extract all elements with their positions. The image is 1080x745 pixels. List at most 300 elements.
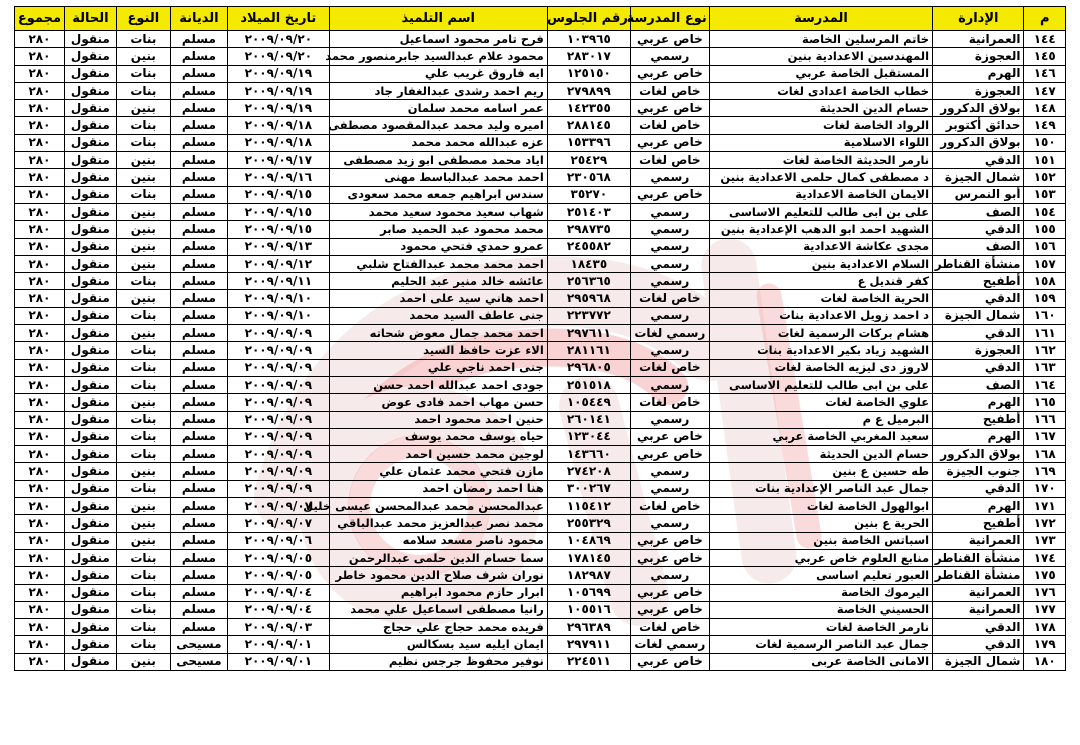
cell-row-number: ١٥٤ <box>1024 203 1066 220</box>
cell-school-type: خاص عربي <box>630 584 709 601</box>
cell-seat-number: ٢٣٠٥٦٨ <box>547 169 630 186</box>
cell-row-number: ١٦٥ <box>1024 394 1066 411</box>
cell-seat-number: ١٠٥٦٩٩ <box>547 584 630 601</box>
cell-gender: بنات <box>116 65 170 82</box>
cell-seat-number: ٢٩٦٨٠٥ <box>547 359 630 376</box>
cell-religion: مسلم <box>170 100 227 117</box>
cell-student-name: جنى احمد ناجي علي <box>329 359 547 376</box>
table-row <box>15 480 1066 497</box>
cell-school: طه حسين ع بنين <box>709 463 932 480</box>
cell-seat-number: ١٠٤٨٦٩ <box>547 532 630 549</box>
cell-religion: مسيحى <box>170 636 227 653</box>
cell-seat-number: ٢٩٧٦١١ <box>547 325 630 342</box>
cell-status: منقول <box>64 515 116 532</box>
cell-religion: مسلم <box>170 65 227 82</box>
cell-religion: مسيحى <box>170 653 227 670</box>
cell-gender: بنات <box>116 82 170 99</box>
cell-total: ٢٨٠ <box>15 100 65 117</box>
cell-school: السلام الاعدادية بنين <box>709 255 932 272</box>
table-row <box>15 134 1066 151</box>
cell-row-number: ١٧٩ <box>1024 636 1066 653</box>
cell-gender: بنات <box>116 567 170 584</box>
cell-administration: العجوزة <box>933 342 1024 359</box>
cell-administration: الهرم <box>933 428 1024 445</box>
cell-school-type: رسمي <box>630 342 709 359</box>
cell-religion: مسلم <box>170 255 227 272</box>
cell-birth-date: ٢٠٠٩/٠٩/٢٠ <box>227 31 329 48</box>
cell-student-name: ايمان ايليه سيد بسكالس <box>329 636 547 653</box>
cell-birth-date: ٢٠٠٩/٠٩/١١ <box>227 273 329 290</box>
cell-seat-number: ٣٥٢٧٠ <box>547 186 630 203</box>
cell-administration: منشأة القناطر <box>933 549 1024 566</box>
cell-school-type: رسمي <box>630 376 709 393</box>
header-school: المدرسة <box>709 7 932 31</box>
cell-school: الرواد الخاصة لغات <box>709 117 932 134</box>
cell-gender: بنات <box>116 428 170 445</box>
cell-gender: بنين <box>116 152 170 169</box>
cell-row-number: ١٥٣ <box>1024 186 1066 203</box>
cell-status: منقول <box>64 376 116 393</box>
header-status: الحالة <box>64 7 116 31</box>
table-row <box>15 394 1066 411</box>
cell-school: جمال عبد الناصر الرسمية لغات <box>709 636 932 653</box>
cell-gender: بنات <box>116 601 170 618</box>
cell-seat-number: ٢٩٦٣٨٩ <box>547 619 630 636</box>
cell-administration: الدقي <box>933 636 1024 653</box>
cell-religion: مسلم <box>170 342 227 359</box>
cell-religion: مسلم <box>170 394 227 411</box>
cell-administration: بولاق الدكرور <box>933 134 1024 151</box>
cell-total: ٢٨٠ <box>15 82 65 99</box>
cell-status: منقول <box>64 584 116 601</box>
cell-seat-number: ١١٥٤١٢ <box>547 498 630 515</box>
cell-religion: مسلم <box>170 601 227 618</box>
cell-religion: مسلم <box>170 117 227 134</box>
cell-birth-date: ٢٠٠٩/٠٩/٠٦ <box>227 532 329 549</box>
cell-seat-number: ٢٦٠١٤١ <box>547 411 630 428</box>
cell-birth-date: ٢٠٠٩/٠٩/١٥ <box>227 186 329 203</box>
cell-seat-number: ١٢٣٠٤٤ <box>547 428 630 445</box>
cell-status: منقول <box>64 428 116 445</box>
cell-birth-date: ٢٠٠٩/٠٩/٠٩ <box>227 342 329 359</box>
cell-administration: العمرانية <box>933 601 1024 618</box>
cell-administration: حدائق أكتوبر <box>933 117 1024 134</box>
table-row <box>15 238 1066 255</box>
cell-administration: منشأة القناطر <box>933 567 1024 584</box>
cell-total: ٢٨٠ <box>15 376 65 393</box>
cell-total: ٢٨٠ <box>15 619 65 636</box>
cell-gender: بنين <box>116 203 170 220</box>
cell-total: ٢٨٠ <box>15 498 65 515</box>
cell-birth-date: ٢٠٠٩/٠٩/٠٩ <box>227 463 329 480</box>
cell-student-name: عزه عبدالله محمد محمد <box>329 134 547 151</box>
cell-total: ٢٨٠ <box>15 117 65 134</box>
cell-seat-number: ٢٩٨٧٣٥ <box>547 221 630 238</box>
cell-seat-number: ٢٨٨١٤٥ <box>547 117 630 134</box>
cell-administration: الصف <box>933 238 1024 255</box>
table-header-row <box>15 7 1066 31</box>
cell-administration: الصف <box>933 203 1024 220</box>
cell-row-number: ١٦٣ <box>1024 359 1066 376</box>
cell-row-number: ١٧٨ <box>1024 619 1066 636</box>
cell-student-name: حياه يوسف محمد يوسف <box>329 428 547 445</box>
cell-birth-date: ٢٠٠٩/٠٩/٠٥ <box>227 567 329 584</box>
cell-school: هشام بركات الرسمية لغات <box>709 325 932 342</box>
cell-row-number: ١٤٩ <box>1024 117 1066 134</box>
table-row <box>15 342 1066 359</box>
cell-school-type: رسمي <box>630 411 709 428</box>
cell-status: منقول <box>64 48 116 65</box>
cell-status: منقول <box>64 255 116 272</box>
cell-school-type: خاص عربي <box>630 134 709 151</box>
cell-birth-date: ٢٠٠٩/٠٩/١٠ <box>227 307 329 324</box>
cell-religion: مسلم <box>170 619 227 636</box>
cell-row-number: ١٧١ <box>1024 498 1066 515</box>
cell-status: منقول <box>64 359 116 376</box>
cell-school: مجدى عكاشة الاعدادية <box>709 238 932 255</box>
cell-school: الايمان الخاصة الاعدادية <box>709 186 932 203</box>
cell-seat-number: ١٥٣٣٩٦ <box>547 134 630 151</box>
cell-seat-number: ١٧٨١٤٥ <box>547 549 630 566</box>
cell-seat-number: ٢٥١٤٠٣ <box>547 203 630 220</box>
table-row <box>15 290 1066 307</box>
cell-school: نارمر الحديثة الخاصة لغات <box>709 152 932 169</box>
cell-status: منقول <box>64 325 116 342</box>
cell-gender: بنات <box>116 359 170 376</box>
cell-row-number: ١٦٤ <box>1024 376 1066 393</box>
cell-gender: بنات <box>116 480 170 497</box>
cell-school: المهندسين الاعدادية بنين <box>709 48 932 65</box>
cell-row-number: ١٤٥ <box>1024 48 1066 65</box>
table-row <box>15 619 1066 636</box>
cell-row-number: ١٦٩ <box>1024 463 1066 480</box>
table-row <box>15 653 1066 670</box>
cell-total: ٢٨٠ <box>15 31 65 48</box>
cell-row-number: ١٥٦ <box>1024 238 1066 255</box>
cell-status: منقول <box>64 342 116 359</box>
cell-row-number: ١٤٧ <box>1024 82 1066 99</box>
cell-administration: شمال الجيزة <box>933 307 1024 324</box>
cell-school: نارمر الخاصة لغات <box>709 619 932 636</box>
cell-school-type: خاص لغات <box>630 619 709 636</box>
cell-student-name: ريم احمد رشدى عبدالغفار جاد <box>329 82 547 99</box>
cell-row-number: ١٨٠ <box>1024 653 1066 670</box>
header-student-name: اسم التلميذ <box>329 7 547 31</box>
cell-status: منقول <box>64 117 116 134</box>
cell-row-number: ١٥٢ <box>1024 169 1066 186</box>
cell-school: حسام الدين الحديثة <box>709 100 932 117</box>
cell-total: ٢٨٠ <box>15 636 65 653</box>
cell-school-type: خاص عربي <box>630 31 709 48</box>
cell-total: ٢٨٠ <box>15 290 65 307</box>
cell-administration: الدقي <box>933 359 1024 376</box>
cell-row-number: ١٦١ <box>1024 325 1066 342</box>
cell-birth-date: ٢٠٠٩/٠٩/٠٩ <box>227 411 329 428</box>
header-gender: النوع <box>116 7 170 31</box>
cell-status: منقول <box>64 653 116 670</box>
cell-student-name: حنين احمد محمود احمد <box>329 411 547 428</box>
cell-status: منقول <box>64 169 116 186</box>
cell-student-name: محمد محمود عبد الحميد صابر <box>329 221 547 238</box>
cell-total: ٢٨٠ <box>15 48 65 65</box>
cell-status: منقول <box>64 273 116 290</box>
cell-total: ٢٨٠ <box>15 255 65 272</box>
cell-school-type: رسمي <box>630 307 709 324</box>
cell-row-number: ١٧٥ <box>1024 567 1066 584</box>
cell-gender: بنات <box>116 307 170 324</box>
cell-status: منقول <box>64 238 116 255</box>
table-row <box>15 411 1066 428</box>
cell-total: ٢٨٠ <box>15 653 65 670</box>
cell-total: ٢٨٠ <box>15 411 65 428</box>
cell-student-name: محمد نصر عبدالعزيز محمد عبدالباقي <box>329 515 547 532</box>
cell-school-type: خاص لغات <box>630 290 709 307</box>
cell-school-type: خاص عربي <box>630 601 709 618</box>
cell-school-type: رسمي <box>630 480 709 497</box>
cell-row-number: ١٧٣ <box>1024 532 1066 549</box>
cell-total: ٢٨٠ <box>15 394 65 411</box>
cell-religion: مسلم <box>170 359 227 376</box>
cell-birth-date: ٢٠٠٩/٠٩/١٩ <box>227 82 329 99</box>
cell-student-name: الاء عزت حافظ السيد <box>329 342 547 359</box>
cell-seat-number: ٢٥٥٣٢٩ <box>547 515 630 532</box>
cell-seat-number: ١٢٥١٥٠ <box>547 65 630 82</box>
cell-birth-date: ٢٠٠٩/٠٩/١٨ <box>227 134 329 151</box>
cell-gender: بنين <box>116 653 170 670</box>
cell-total: ٢٨٠ <box>15 273 65 290</box>
table-row <box>15 515 1066 532</box>
cell-status: منقول <box>64 65 116 82</box>
cell-birth-date: ٢٠٠٩/٠٩/٠١ <box>227 636 329 653</box>
cell-school-type: رسمي لغات <box>630 636 709 653</box>
students-table <box>14 6 1066 671</box>
cell-row-number: ١٦٢ <box>1024 342 1066 359</box>
cell-school: اللواء الاسلامية <box>709 134 932 151</box>
cell-birth-date: ٢٠٠٩/٠٩/١٧ <box>227 152 329 169</box>
table-row <box>15 186 1066 203</box>
cell-religion: مسلم <box>170 325 227 342</box>
cell-seat-number: ٢٩٥٩٦٨ <box>547 290 630 307</box>
cell-birth-date: ٢٠٠٩/٠٩/١٣ <box>227 238 329 255</box>
table-row <box>15 152 1066 169</box>
cell-administration: منشأة القناطر <box>933 255 1024 272</box>
cell-birth-date: ٢٠٠٩/٠٩/١٨ <box>227 117 329 134</box>
cell-total: ٢٨٠ <box>15 203 65 220</box>
cell-status: منقول <box>64 446 116 463</box>
cell-administration: بولاق الدكرور <box>933 100 1024 117</box>
cell-row-number: ١٧٦ <box>1024 584 1066 601</box>
cell-student-name: عمر اسامه محمد سلمان <box>329 100 547 117</box>
cell-total: ٢٨٠ <box>15 446 65 463</box>
cell-student-name: نوران شرف صلاح الدين محمود خاطر <box>329 567 547 584</box>
cell-gender: بنات <box>116 342 170 359</box>
cell-student-name: احمد محمد جمال معوض شحاته <box>329 325 547 342</box>
cell-religion: مسلم <box>170 411 227 428</box>
cell-student-name: حسن مهاب احمد فادى عوض <box>329 394 547 411</box>
cell-student-name: نوفير محفوظ جرجس نظيم <box>329 653 547 670</box>
cell-religion: مسلم <box>170 532 227 549</box>
cell-school-type: رسمي <box>630 203 709 220</box>
cell-student-name: محمود ناصر مسعد سلامه <box>329 532 547 549</box>
cell-total: ٢٨٠ <box>15 169 65 186</box>
cell-row-number: ١٧٠ <box>1024 480 1066 497</box>
cell-student-name: شهاب سعيد محمود سعيد محمد <box>329 203 547 220</box>
cell-religion: مسلم <box>170 31 227 48</box>
cell-school-type: رسمي لغات <box>630 325 709 342</box>
cell-birth-date: ٢٠٠٩/٠٩/١٥ <box>227 221 329 238</box>
cell-school-type: خاص لغات <box>630 117 709 134</box>
cell-gender: بنات <box>116 186 170 203</box>
cell-school-type: خاص عربي <box>630 446 709 463</box>
cell-administration: العمرانية <box>933 31 1024 48</box>
cell-total: ٢٨٠ <box>15 567 65 584</box>
cell-administration: الصف <box>933 376 1024 393</box>
cell-school: على بن ابى طالب للتعليم الاساسى <box>709 376 932 393</box>
cell-administration: الدقي <box>933 480 1024 497</box>
cell-row-number: ١٥٩ <box>1024 290 1066 307</box>
cell-student-name: احمد محمد عبدالباسط مهنى <box>329 169 547 186</box>
cell-student-name: سما حسام الدين حلمى عبدالرحمن <box>329 549 547 566</box>
cell-seat-number: ٢٩٧٩١١ <box>547 636 630 653</box>
cell-student-name: جنى عاطف السيد محمد <box>329 307 547 324</box>
header-seat-number: رقم الجلوس <box>547 7 630 31</box>
cell-school: على بن ابى طالب للتعليم الاساسى <box>709 203 932 220</box>
cell-status: منقول <box>64 100 116 117</box>
cell-student-name: ابرار حازم محمود ابراهيم <box>329 584 547 601</box>
cell-total: ٢٨٠ <box>15 549 65 566</box>
cell-school-type: خاص عربي <box>630 549 709 566</box>
cell-school-type: رسمي <box>630 169 709 186</box>
cell-seat-number: ٢٧٤٢٠٨ <box>547 463 630 480</box>
cell-total: ٢٨٠ <box>15 359 65 376</box>
cell-seat-number: ٢٨١١٦١ <box>547 342 630 359</box>
cell-birth-date: ٢٠٠٩/٠٩/٠٩ <box>227 376 329 393</box>
cell-religion: مسلم <box>170 134 227 151</box>
cell-gender: بنات <box>116 636 170 653</box>
cell-student-name: مازن فتحي محمد عثمان علي <box>329 463 547 480</box>
cell-birth-date: ٢٠٠٩/٠٩/٠٩ <box>227 325 329 342</box>
cell-total: ٢٨٠ <box>15 532 65 549</box>
cell-student-name: فرح تامر محمود اسماعيل <box>329 31 547 48</box>
cell-gender: بنين <box>116 238 170 255</box>
cell-school: حسام الدين الحديثة <box>709 446 932 463</box>
cell-school-type: رسمي <box>630 273 709 290</box>
table-row <box>15 463 1066 480</box>
cell-seat-number: ٢٢٣٧٧٢ <box>547 307 630 324</box>
table-row <box>15 567 1066 584</box>
cell-administration: الدقي <box>933 221 1024 238</box>
cell-total: ٢٨٠ <box>15 463 65 480</box>
cell-seat-number: ٢٨٣٠١٧ <box>547 48 630 65</box>
cell-birth-date: ٢٠٠٩/٠٩/١٢ <box>227 255 329 272</box>
cell-seat-number: ١٨٤٣٥ <box>547 255 630 272</box>
table-row <box>15 532 1066 549</box>
cell-school: الامانى الخاصة عربى <box>709 653 932 670</box>
cell-birth-date: ٢٠٠٩/٠٩/٠٧ <box>227 498 329 515</box>
cell-administration: العمرانية <box>933 532 1024 549</box>
cell-administration: الهرم <box>933 394 1024 411</box>
cell-gender: بنين <box>116 394 170 411</box>
cell-seat-number: ١٠٣٩٦٥ <box>547 31 630 48</box>
cell-student-name: عمرو حمدي فتحي محمود <box>329 238 547 255</box>
cell-total: ٢٨٠ <box>15 584 65 601</box>
cell-gender: بنات <box>116 376 170 393</box>
cell-school-type: خاص لغات <box>630 359 709 376</box>
cell-religion: مسلم <box>170 428 227 445</box>
cell-status: منقول <box>64 567 116 584</box>
cell-school: خطاب الخاصة اعدادى لغات <box>709 82 932 99</box>
cell-administration: شمال الجيزة <box>933 653 1024 670</box>
cell-seat-number: ٢٥٦٣٦٥ <box>547 273 630 290</box>
cell-seat-number: ١٨٢٩٨٧ <box>547 567 630 584</box>
cell-gender: بنين <box>116 498 170 515</box>
cell-school: اليرموك الخاصة <box>709 584 932 601</box>
cell-status: منقول <box>64 221 116 238</box>
cell-status: منقول <box>64 82 116 99</box>
cell-birth-date: ٢٠٠٩/٠٩/٠٩ <box>227 446 329 463</box>
cell-administration: أطفيح <box>933 515 1024 532</box>
cell-gender: بنات <box>116 619 170 636</box>
cell-school: د مصطفى كمال حلمى الاعدادية بنين <box>709 169 932 186</box>
table-row <box>15 273 1066 290</box>
cell-gender: بنات <box>116 446 170 463</box>
cell-religion: مسلم <box>170 480 227 497</box>
cell-birth-date: ٢٠٠٩/٠٩/٢٠ <box>227 48 329 65</box>
cell-student-name: فريده محمد حجاج علي حجاج <box>329 619 547 636</box>
table-row <box>15 636 1066 653</box>
cell-religion: مسلم <box>170 463 227 480</box>
cell-school-type: خاص عربي <box>630 653 709 670</box>
cell-student-name: احمد هاني سيد على احمد <box>329 290 547 307</box>
cell-school-type: رسمي <box>630 567 709 584</box>
cell-birth-date: ٢٠٠٩/٠٩/٠٩ <box>227 359 329 376</box>
cell-school-type: خاص لغات <box>630 82 709 99</box>
cell-row-number: ١٦٨ <box>1024 446 1066 463</box>
cell-gender: بنين <box>116 325 170 342</box>
cell-status: منقول <box>64 134 116 151</box>
cell-religion: مسلم <box>170 376 227 393</box>
cell-school: منابع العلوم خاص عربي <box>709 549 932 566</box>
cell-administration: العمرانية <box>933 584 1024 601</box>
cell-school: د احمد زويل الاعدادية بنات <box>709 307 932 324</box>
cell-gender: بنات <box>116 31 170 48</box>
table-row <box>15 100 1066 117</box>
cell-birth-date: ٢٠٠٩/٠٩/٠٤ <box>227 584 329 601</box>
cell-administration: الدقي <box>933 152 1024 169</box>
cell-school: علوي الخاصة لغات <box>709 394 932 411</box>
cell-seat-number: ٢٧٩٨٩٩ <box>547 82 630 99</box>
cell-student-name: سندس ابراهيم جمعه محمد سعودى <box>329 186 547 203</box>
cell-seat-number: ٢٥١٥١٨ <box>547 376 630 393</box>
cell-total: ٢٨٠ <box>15 515 65 532</box>
cell-religion: مسلم <box>170 584 227 601</box>
cell-total: ٢٨٠ <box>15 65 65 82</box>
cell-administration: أبو النمرس <box>933 186 1024 203</box>
cell-administration: الهرم <box>933 65 1024 82</box>
table-row <box>15 48 1066 65</box>
table-row <box>15 428 1066 445</box>
cell-student-name: اميره وليد محمد عبدالمقصود مصطفى <box>329 117 547 134</box>
cell-row-number: ١٦٧ <box>1024 428 1066 445</box>
cell-school-type: رسمي <box>630 48 709 65</box>
cell-school-type: خاص عربي <box>630 428 709 445</box>
cell-seat-number: ٣٠٠٢٦٧ <box>547 480 630 497</box>
cell-student-name: محمود علام عبدالسيد جابرمنصور محمد <box>329 48 547 65</box>
cell-administration: الدقي <box>933 290 1024 307</box>
cell-status: منقول <box>64 549 116 566</box>
cell-gender: بنات <box>116 134 170 151</box>
cell-religion: مسلم <box>170 515 227 532</box>
